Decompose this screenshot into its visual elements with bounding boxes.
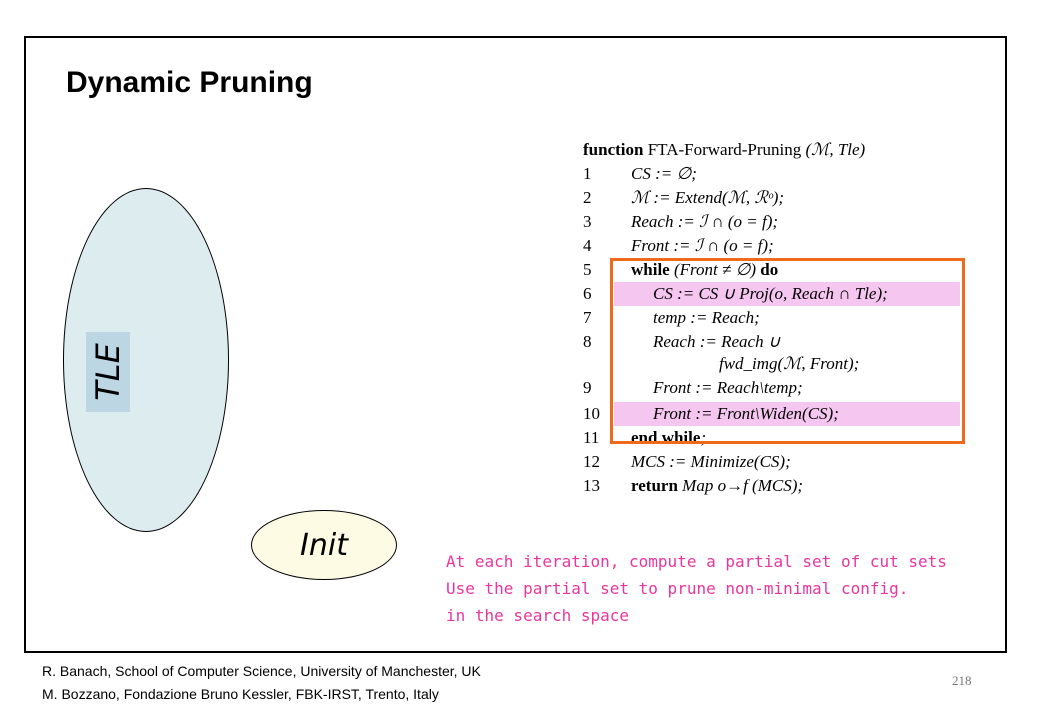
slide-title: Dynamic Pruning: [66, 66, 313, 99]
note-line-1: At each iteration, compute a partial set of cut sets: [446, 552, 947, 571]
algorithm-header: [583, 140, 865, 160]
function-args: (ℳ, Tle): [805, 140, 866, 159]
footer-author-2: M. Bozzano, Fondazione Bruno Kessler, FBK-IRST, Trento, Italy: [42, 686, 439, 702]
tle-label-box: [86, 332, 130, 412]
init-label: Init: [300, 527, 348, 563]
footer-author-1: R. Banach, School of Computer Science, University of Manchester, UK: [42, 663, 481, 679]
tle-label: TLE: [89, 343, 127, 401]
loop-highlight-box: [610, 258, 965, 444]
note-line-3: in the search space: [446, 606, 630, 625]
init-ellipse: [251, 510, 397, 580]
page-number: 218: [952, 673, 972, 688]
function-name: FTA-Forward-Pruning: [647, 140, 802, 159]
function-keyword: function: [583, 140, 644, 159]
note-line-2: Use the partial set to prune non-minimal config.: [446, 579, 909, 598]
